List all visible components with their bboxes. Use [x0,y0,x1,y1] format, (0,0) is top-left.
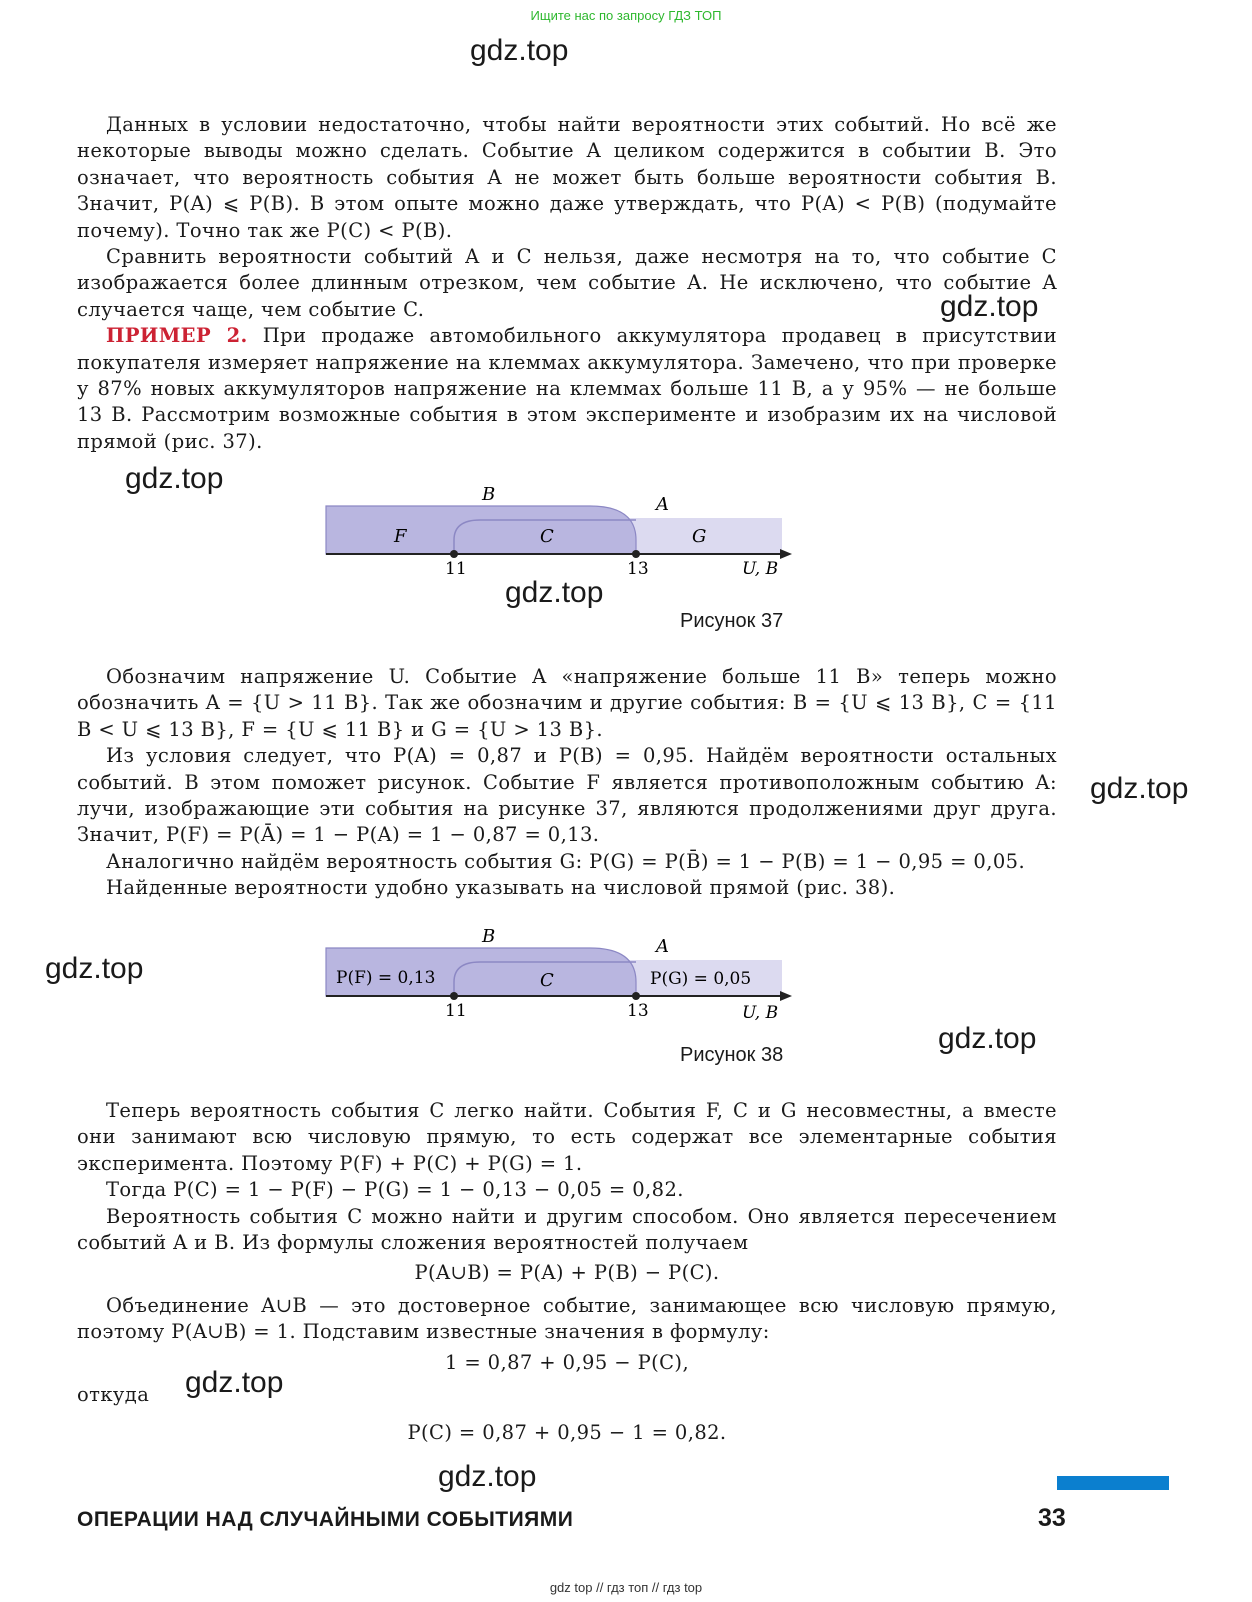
paragraph: Аналогично найдём вероятность события G: P(G) = P(B̄) = 1 − P(B) = 1 − 0,95 = 0,05. [106,849,1026,873]
bottom-note: gdz top // гдз топ // гдз top [549,1580,703,1595]
tick-label-11: 11 [445,559,467,579]
paragraph: Данных в условии недостаточно, чтобы найти вероятности этих событий. Но всё же некоторые выводы можно сделать. Событие A целиком содержится в событии B. Это означает, что вероятность события A не может быть больше вероятности события B. Значит, P(A) ⩽ P(B). В этом опыте можно даже утверждать, что P(A) < P(B) (подумайте почему). Точно так же P(C) < P(B). [77,113,1057,242]
label-b: B [482,926,496,947]
watermark: gdz.top [505,576,604,609]
label-b: B [482,484,496,505]
point-13 [632,550,640,558]
text-block-2 [77,664,1057,902]
paragraph: откуда [77,1383,150,1407]
label-f: F [394,526,407,547]
point-13 [632,992,640,1000]
point-11 [450,992,458,1000]
axis-arrow [780,991,792,1001]
example-label: ПРИМЕР 2. [106,324,248,348]
label-c: C [540,970,554,991]
top-search-note: Ищите нас по запросу ГДЗ ТОП [530,8,722,23]
page-accent-bar [1057,1476,1169,1490]
watermark: gdz.top [45,952,144,985]
watermark: gdz.top [185,1366,284,1399]
label-c: C [540,526,554,547]
label-pf: P(F) = 0,13 [336,968,436,988]
label-a: A [656,494,669,515]
watermark: gdz.top [470,34,569,67]
axis-label: U, В [742,559,779,579]
paragraph: Сравнить вероятности событий A и C нельзя, даже несмотря на то, что событие C изображается более длинным отрезком, чем событие A. Не исключено, что событие A случается чаще, чем событие C. [77,245,1057,321]
watermark: gdz.top [1090,772,1189,805]
example-paragraph [77,323,1057,455]
label-g: G [692,526,707,547]
region-b [326,506,636,554]
formula: 1 = 0,87 + 0,95 − P(C), [444,1350,690,1374]
watermark: gdz.top [438,1460,537,1493]
paragraph: Теперь вероятность события C легко найти. События F, C и G несовместны, а вместе они занимают всю числовую прямую, то есть содержат все элементарные события эксперимента. Поэтому P(F) + P(C) + P(G) = 1. [77,1099,1057,1175]
watermark: gdz.top [125,462,224,495]
axis-label: U, В [742,1003,779,1023]
tick-label-13: 13 [627,559,649,579]
paragraph: Объединение A∪B — это достоверное событие, занимающее всю числовую прямую, поэтому P(A∪B) = 1. Подставим известные значения в формулу: [77,1293,1057,1344]
label-a: A [656,936,669,957]
footer-title: ОПЕРАЦИИ НАД СЛУЧАЙНЫМИ СОБЫТИЯМИ [77,1508,574,1531]
paragraph: Обозначим напряжение U. Событие A «напряжение больше 11 В» теперь можно обозначить A = {U > 11 В}. Так же обозначим и другие события: B = {U ⩽ 13 В}, C = {11 В < U ⩽ 13 В}, F = {U ⩽ 11 В} и G = {U > 13 В}. [77,665,1057,741]
paragraph: Вероятность события C можно найти и другим способом. Оно является пересечением событий A и B. Из формулы сложения вероятностей получаем [77,1204,1057,1255]
point-11 [450,550,458,558]
watermark: gdz.top [940,290,1039,323]
figure-37-number-line [310,478,810,588]
page-number: 33 [1038,1504,1066,1532]
figure-38-caption: Рисунок 38 [680,1044,784,1066]
paragraph: Из условия следует, что P(A) = 0,87 и P(B) = 0,95. Найдём вероятности остальных событий. В этом поможет рисунок. Событие F является противоположным событию A: лучи, изображающие эти события на рисунке 37, являются продолжениями друг друга. Значит, P(F) = P(Ā) = 1 − P(A) = 1 − 0,87 = 0,13. [77,744,1057,847]
formula: P(C) = 0,87 + 0,95 − 1 = 0,82. [407,1421,727,1445]
label-pg: P(G) = 0,05 [650,969,752,989]
paragraph: Найденные вероятности удобно указывать на числовой прямой (рис. 38). [106,876,896,900]
tick-label-11: 11 [445,1001,467,1021]
example-text: При продаже автомобильного аккумулятора продавец в присутствии покупателя измеряет напряжение на клеммах аккумулятора. Замечено, что при проверке у 87% новых аккумуляторов напряжение на клеммах больше 11 В, а у 95% — не больше 13 В. Рассмотрим возможные события в этом эксперименте и изобразим их на числовой прямой (рис. 37). [77,324,1057,453]
formula: P(A∪B) = P(A) + P(B) − P(C). [414,1261,720,1285]
figure-38-number-line [310,920,810,1030]
figure-37-caption: Рисунок 37 [680,610,784,632]
text-block-1 [77,112,1057,455]
watermark: gdz.top [938,1022,1037,1055]
tick-label-13: 13 [627,1001,649,1021]
axis-arrow [780,549,792,559]
paragraph: Тогда P(C) = 1 − P(F) − P(G) = 1 − 0,13 − 0,05 = 0,82. [106,1178,684,1202]
